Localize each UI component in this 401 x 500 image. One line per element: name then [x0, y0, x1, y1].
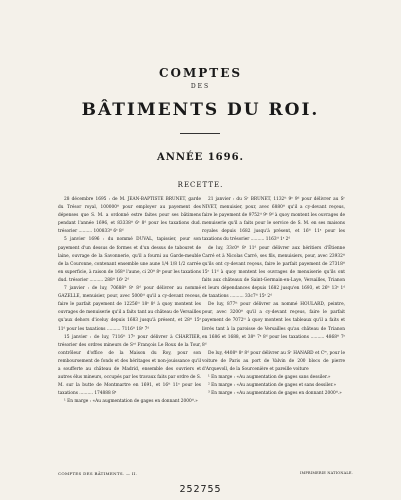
- title-des: DES: [190, 83, 211, 90]
- entry-paragraph: de luy, 33c0ᵗᵗ 8ˢ 11ᵈ pour délivrer aux héritiers d'Étienne Carré et à Nicolas Carré, ses fils, menuisiers, pour, avec 23932ᵗᵗ qu'ils ont cy-devant reçeus, faire le parfait payement de 27318ᵗᵗ 15ˢ 11ᵈ à quoy montent les ouvrages de menuiserie qu'ils ont faits aux châteaux de Saint-Germain-en-Laye, Versailles, Trianon et leurs dépendances depuis 1682 jusqu'en 1693, et 26ᵗᵗ 13ˢ 1ᵈ de taxations .......... 33c7ᵗᵗ 15ˢ 2ᵈ: [202, 245, 345, 300]
- year-heading: ANNÉE 1696.: [156, 152, 245, 163]
- entry-paragraph: 15 janvier : de luy, 7116ᵗᵗ 17ˢ pour délivrer à CHARTIER, trésorier des ordres mineurs de Sⁿᵗ François Le Roux de la Tour, contrôleur d'office de la Maison du Roy, pour son remboursement de fonds et des héritages et non-jouissance qu'il a soufferte au château de Madrid, ensemble des ouvriers et autres élus mineurs, occupés par les travaux faits par ordre de S. M. sur la butte de Montmartre en 1691, et 16ᵗᵗ 11ˢ pour les taxations .......... 174888 8ˢ: [58, 334, 201, 397]
- entry-paragraph: De luy, 877ᵗᵗ pour délivrer au nommé HOULARD, peintre, pour, avec 3200ᵗᵗ qu'il a cy-devant reçeus, faire le parfait payement de 7072ᵗᵗ à quoy montent les tableaux qu'il a faits et livrés tant à la paroisse de Versailles qu'au château de Trianon en 1686 et 1688, et 38ᵗᵗ 7ˢ 8ᵈ pour les taxations .......... 4868ᵗᵗ 7ˢ 8ᵈ: [202, 302, 345, 348]
- entry-paragraph: De luy, 4408ᵗᵗ 8ˢ 8ᵈ pour délivrer au Sʳ HANARD et Cⁱᵉ, pour le voiture de Paris au port de Valvin de 200 blocs de pierre d'Arquevoll, de la Sourcenière et pareille voiture: [202, 350, 345, 372]
- footer-left: COMPTES DES BÂTIMENTS. — II.: [58, 471, 138, 476]
- library-stamp: 252755: [179, 484, 222, 495]
- entry-paragraph: 28 décembre 1695 : de M. JEAN-BAPTISTE BRUNET, garde du Trésor royal, 100000ᵗᵗ pour employer au payement des dépenses que S. M. a ordonné estre faites pour ses bâtimens pendant l'année 1696, et 83338ᵗᵗ 6ˢ 8ᵈ pour les taxations dud. trésorier .......... 100833ᵗᵗ 6ˢ 8ᵈ: [58, 197, 201, 235]
- entry-paragraph: 7 janvier : de luy, 70688ᵗᵗ 8ˢ 8ᵈ pour délivrer au nommé GAZELLE, menuisier, pour, avec 5000ᵗᵗ qu'il a cy-devant receus, faire le parfait payement de 12256ᵗᵗ 18ˢ 8ᵈ à quoy montent les ouvrages de menuiserie qu'il a faits tant au château de Versailles qu'aux dehors d'iceluy depuis 1683 jusqu'à présent, et 28ᵗᵗ 15ˢ 11ᵈ pour les taxations .......... 7116ᵗᵗ 18ˢ 7ᵈ: [58, 286, 201, 332]
- title-comptes: COMPTES: [158, 66, 243, 80]
- left-column: [58, 196, 201, 406]
- right-column: [202, 196, 345, 398]
- footnote: ³ En marge : «Au augmentation de gages en donnant 2000ᵗᵗ.»: [208, 391, 342, 397]
- entry-paragraph: 5 janvier 1696 : du nommé DUVAL, tapissier, pour son payement d'un dessus de formes et d'un dessus de tabouret de laine, ouvrage de la Savonnerie, qu'il a fourni au Garde-meuble de la Couronne, contenant ensemble une aune 1/4 1/8 1/2 carrée en superficie, à raison de 168ᵗᵗ l'aune, ci 20ᵗᵗ 8ˢ pour les taxations dud. trésorier .......... 288ᵗᵗ 16ˢ 2ᵈ: [58, 237, 201, 283]
- footnote: ¹ En marge : «Au augmentation de gages sans dessiler.»: [208, 375, 331, 381]
- entry-paragraph: 21 janvier : du Sʳ BRUNET, 1132ᵗᵗ 9ˢ 9ᵈ pour délivrer au Sʳ NIVET, menuisier, pour, avec 6880ᵗᵗ qu'il a cy-devant reçeus, faire le payement de 9752ᵗᵗ 9ˢ 9ᵈ à quoy montent les ouvrages de menuiserie qu'il a faits pour le service de S. M. en ses maisons royales depuis 1682 jusqu'à présent, et 16ᵗᵗ 11ˢ pour les taxations du trésorier .......... 1163ᵗᵗ 1ˢ 2ᵈ: [202, 197, 345, 243]
- divider-rule: [180, 133, 220, 134]
- footer-right: IMPRIMERIE NATIONALE.: [300, 471, 353, 475]
- title-batiments: BÂTIMENTS DU ROI.: [81, 100, 320, 120]
- footnote: ² En marge : «Au augmentation de gages et sans dessiler.»: [208, 383, 337, 389]
- section-heading: RECETTE.: [177, 181, 224, 189]
- footnote: ¹ En marge : «Au augmentation de gages en donnant 2000ᵗᵗ.»: [64, 399, 198, 405]
